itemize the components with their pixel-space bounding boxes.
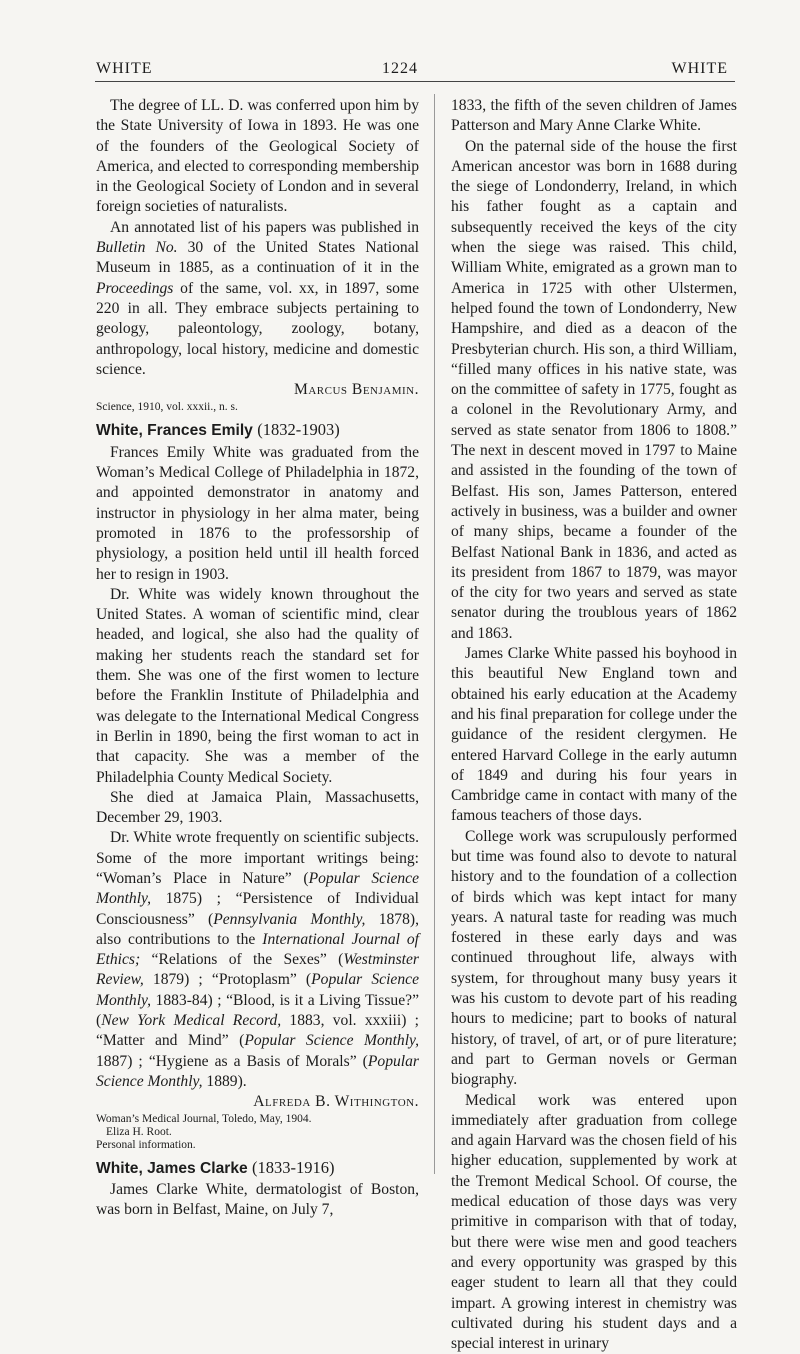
paragraph: The degree of LL. D. was conferred upon him by the State University of Iowa in 1893. He was one of the founders of the Geological Society of America, and elected to corresponding membership in the Geological Society of London and in several foreign societies of naturalists.	[96, 97, 419, 216]
column-divider	[434, 94, 435, 1174]
left-column	[96, 96, 419, 1220]
paragraph: On the paternal side of the house the first American ancestor was born in 1688 during the siege of Londonderry, Ireland, in which his father fought as a captain and subsequently received the keys of the city when the siege was raised. This child, William White, emigrated as a grown man to America in 1725 with other Ulstermen, helped found the town of Londonderry, New Hampshire, and died as a deacon of the Presbyterian church. His son, a third William, “filled many offices in his native state, was on the committee of safety in 1775, fought as a colonel in the Revolutionary Army, and served as state senator from 1806 to 1808.” The next in descent moved in 1797 to Maine and assisted in the founding of the town of Belfast. His son, James Patterson, entered actively in business, was a builder and owner of many ships, became a founder of the Belfast National Bank in 1836, and acted as its president from 1867 to 1879, was mayor of the city for two years and served as state senator during the troublous years of 1862 and 1863.	[451, 137, 737, 642]
paragraph: 1833, the fifth of the seven children of James Patterson and Mary Anne Clarke White.	[451, 97, 737, 135]
header-rule	[95, 81, 735, 82]
right-column	[451, 96, 737, 1354]
page-number: 1224	[382, 60, 418, 77]
source-citation: Woman’s Medical Journal, Toledo, May, 1904. Eliza H. Root. Personal information.	[96, 1112, 312, 1151]
paragraph: Dr. White wrote frequently on scientific subjects. Some of the more important writings being: “Woman’s Place in Nature” (Popular Science Monthly, 1875) ; “Persistence of Individual Consciousness” (Pennsylvania Monthly, 1878), also contributions to the International Journal of Ethics; “Relations of the Sexes” (Westminster Review, 1879) ; “Protoplasm” (Popular Science Monthly, 1883-84) ; “Blood, is it a Living Tissue?” (New York Medical Record, 1883, vol. xxxiii) ; “Matter and Mind” (Popular Science Monthly, 1887) ; “Hygiene as a Basis of Morals” (Popular Science Monthly, 1889).	[96, 829, 420, 1090]
running-head-left: WHITE	[96, 60, 153, 77]
paragraph: Frances Emily White was graduated from the Woman’s Medical College of Philadelphia in 1872, and appointed demonstrator in anatomy and instructor in physiology in her alma mater, being promoted in 1876 to the professorship of physiology, a position held until ill health forced her to resign in 1903.	[96, 443, 419, 583]
author-signature: Marcus Benjamin.	[293, 381, 419, 399]
author-signature: Alfreda B. Withington.	[253, 1093, 419, 1111]
paragraph: Dr. White was widely known throughout the United States. A woman of scientific mind, clear headed, and logical, she also had the quality of making her students reach the standard set for them. She was one of the first women to lecture before the Franklin Institute of Philadelphia and was delegate to the International Medical Congress in Berlin in 1890, being the first woman to act in that capacity. She was a member of the Philadelphia County Medical Society.	[96, 585, 419, 786]
paragraph: An annotated list of his papers was published in Bulletin No. 30 of the United States National Museum in 1885, as a continuation of it in the Proceedings of the same, vol. xx, in 1897, some 220 in all. They embrace subjects pertaining to geology, paleontology, zoology, botany, anthropology, local history, medicine and domestic science.	[96, 218, 419, 378]
entry-heading: White, Frances Emily (1832-1903)	[96, 420, 340, 440]
paragraph: James Clarke White passed his boyhood in this beautiful New England town and obtained his early education at the Academy and his final preparation for college under the guidance of the resident clergymen. He entered Harvard College in the early autumn of 1849 and during his four years in Cambridge came in contact with many of the famous teachers of those days.	[451, 645, 737, 825]
running-head-right: WHITE	[671, 60, 728, 77]
source-citation: Science, 1910, vol. xxxii., n. s.	[96, 401, 238, 414]
paragraph: She died at Jamaica Plain, Massachusetts, December 29, 1903.	[96, 788, 419, 827]
entry-heading: White, James Clarke (1833-1916)	[96, 1157, 335, 1177]
paragraph: Medical work was entered upon immediately after graduation from college and again Harvard was the chosen field of his higher education, supplemented by work at the Tremont Medical School. Of course, the medical education of those days was very primitive in comparison with that of today, but there were wise men and good teachers and every opportunity was grasped by this eager student to learn all that they could impart. A growing interest in chemistry was cultivated during his student days and a special interest in urinary	[451, 1091, 737, 1353]
paragraph: College work was scrupulously performed but time was found also to devote to natural history and to the foundation of a collection of birds which was kept intact for many years. A natural taste for reading was much fostered in these early days and was continued throughout life, always with system, for throughout many busy years it was his custom to devote part of his reading hours to medicine; part to books of natural history, of travel, of art, or of pure literature; and part to German novels or German biography.	[451, 827, 737, 1089]
page-header	[0, 34, 800, 77]
paragraph: James Clarke White, dermatologist of Boston, was born in Belfast, Maine, on July 7,	[96, 1180, 419, 1219]
